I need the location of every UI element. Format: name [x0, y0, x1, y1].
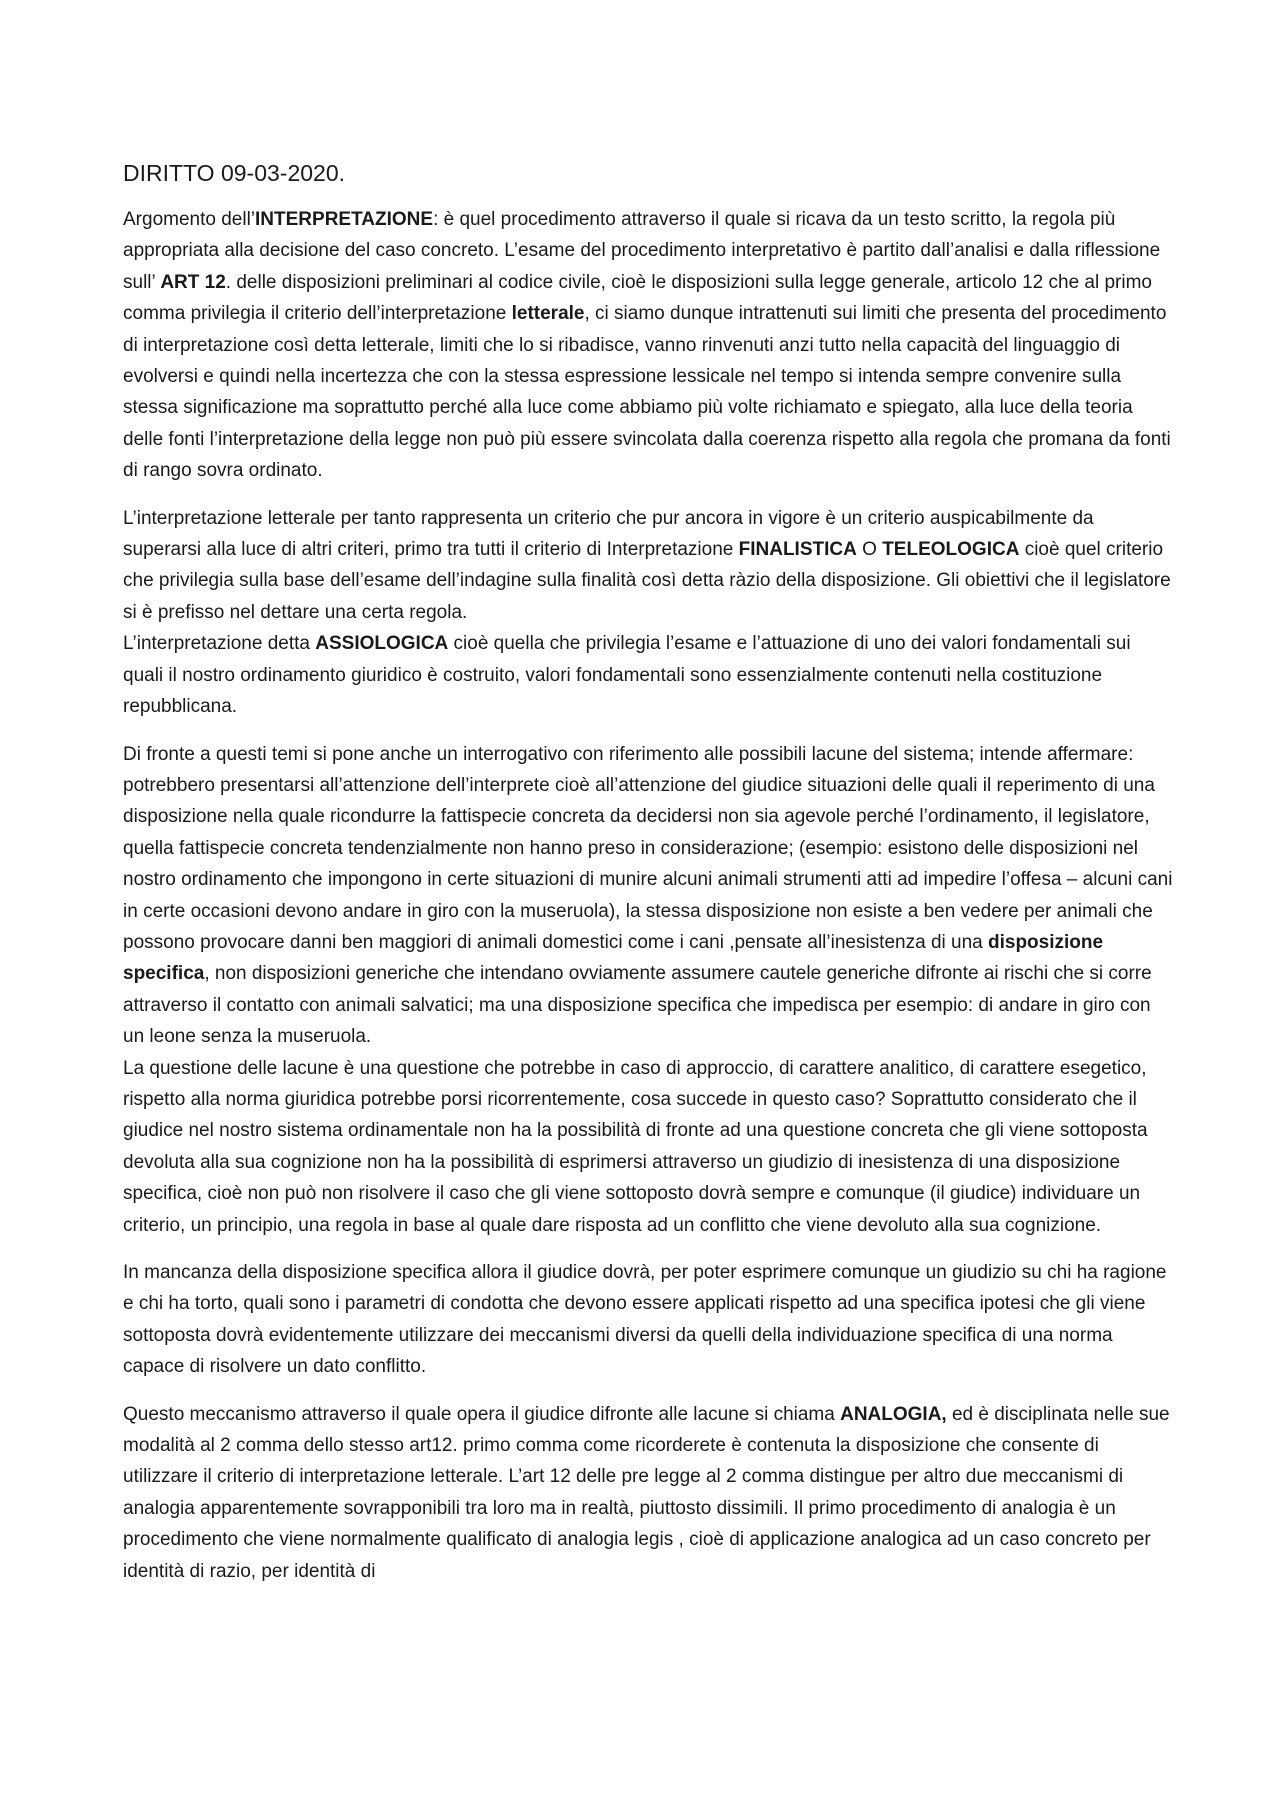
text-span: O	[856, 539, 883, 561]
text-span: Questo meccanismo attraverso il quale opera il giudice difronte alle lacune si chiama	[123, 1403, 841, 1425]
bold-term: INTERPRETAZIONE	[255, 209, 434, 230]
paragraph-lacune	[123, 739, 1173, 1242]
text-span: , non disposizioni generiche che intendano ovviamente assumere cautele generiche difronte ai rischi che si corre attraverso il contatto con animali salvatici; ma una disposizione specifica che impedisca per esempio: di andare in giro con un leone senza la museruola.	[123, 963, 1152, 1048]
bold-term: disposizione specifica	[123, 931, 1104, 985]
text-span: cioè quella che privilegia l’esame e l’attuazione di uno dei valori fondamentali sui quali il nostro ordinamento giuridico è costruito, valori fondamentali sono essenzialmente contenuti nella costituzione repubblicana.	[123, 633, 1131, 718]
bold-term: ART 12	[160, 271, 226, 293]
bold-term: TELEOLOGICA	[882, 539, 1020, 561]
text-span: cioè quel criterio che privilegia sulla base dell’esame dell’indagine sulla finalità così detta ràzio della disposizione. Gli obiettivi che il legislatore si è prefisso nel dettare una certa regola.	[123, 539, 1171, 623]
paragraph-analogia	[123, 1399, 1173, 1587]
paragraph-criteri	[123, 503, 1173, 723]
document-page	[123, 158, 1173, 1603]
text-span: . delle disposizioni preliminari al codice civile, cioè le disposizioni sulla legge generale, articolo 12 che al primo comma privilegia il criterio dell’interpretazione	[123, 271, 1152, 325]
text-span: ed è disciplinata nelle sue modalità al 2 comma dello stesso art12. primo comma come ricorderete è contenuta la disposizione che consente di utilizzare il criterio di interpretazione letterale. L’art 12 delle pre legge al 2 comma distingue per altro due meccanismi di analogia apparentemente sovrapponibili tra loro ma in realtà, piuttosto dissimili. Il primo procedimento di analogia è un procedimento che viene normalmente qualificato di analogia legis , cioè di applicazione analogica ad un caso concreto per identità di razio, per identità di	[123, 1403, 1170, 1582]
text-span: : è quel procedimento attraverso il quale si ricava da un testo scritto, la regola più appropriata alla decisione del caso concreto. L’esame del procedimento interpretativo è partito dall’analisi e dalla riflessione sull’	[123, 209, 1161, 293]
paragraph-mancanza: In mancanza della disposizione specifica allora il giudice dovrà, per poter esprimere comunque un giudizio su chi ha ragione e chi ha torto, quali sono i parametri di condotta che devono essere applicati rispetto ad una specifica ipotesi che gli viene sottoposta dovrà evidentemente utilizzare dei meccanismi diversi da quelli della individuazione specifica di una norma capace di risolvere un dato conflitto.	[123, 1262, 1167, 1378]
bold-term: ANALOGIA,	[840, 1403, 947, 1425]
text-span: L’interpretazione letterale per tanto rappresenta un criterio che pur ancora in vigore è un criterio auspicabilmente da superarsi alla luce di altri criteri, primo tra tutti il criterio di Interpretazione	[123, 507, 1094, 561]
bold-term: letterale	[511, 303, 585, 325]
bold-term: ASSIOLOGICA	[315, 633, 449, 655]
bold-term: FINALISTICA	[738, 539, 857, 561]
text-span: Di fronte a questi temi si pone anche un interrogativo con riferimento alle possibili lacune del sistema; intende affermare: potrebbero presentarsi all’attenzione dell’interprete cioè all’attenzione del giudice situazioni delle quali il reperimento di una disposizione nella quale ricondurre la fattispecie concreta da decidersi non sia agevole perché l’ordinamento, il legislatore, quella fattispecie concreta tendenzialmente non hanno preso in considerazione; (esempio: esistono delle disposizioni nel nostro ordinamento che impongono in certe situazioni di munire alcuni animali strumenti atti ad impedire l’offesa – alcuni cani in certe occasioni devono andare in giro con la museruola), la stessa disposizione non esiste a ben vedere per animali che possono provocare danni ben maggiori di animali domestici come i cani ,pensate all’inesistenza di una	[123, 743, 1173, 953]
text-span: , ci siamo dunque intrattenuti sui limiti che presenta del procedimento di interpretazione così detta letterale, limiti che lo si ribadisce, vanno rinvenuti anzi tutto nella capacità del linguaggio di evolversi e quindi nella incertezza che con la stessa espressione lessicale nel tempo si intenda sempre convenire sulla stessa significazione ma soprattutto perché alla luce come abbiamo più volte richiamato e spiegato, alla luce della teoria delle fonti l’interpretazione della legge non può più essere svincolata dalla coerenza rispetto alla regola che promana da fonti di rango sovra ordinato.	[123, 303, 1171, 482]
paragraph-interpretazione	[123, 204, 1173, 487]
text-span: La questione delle lacune è una questione che potrebbe in caso di approccio, di carattere analitico, di carattere esegetico, rispetto alla norma giuridica potrebbe porsi ricorrentemente, cosa succede in questo caso? Soprattutto considerato che il giudice nel nostro sistema ordinamentale non ha la possibilità di fronte ad una questione concreta che gli viene sottoposta devoluta alla sua cognizione non ha la possibilità di esprimersi attraverso un giudizio di inesistenza di una disposizione specifica, cioè non può non risolvere il caso che gli viene sottoposto dovrà sempre e comunque (il giudice) individuare un criterio, un principio, una regola in base al quale dare risposta ad un conflitto che viene devoluto alla sua cognizione.	[123, 1057, 1148, 1236]
document-title: DIRITTO 09-03-2020.	[123, 160, 346, 186]
text-span: Argomento dell’	[123, 209, 256, 230]
text-span: L’interpretazione detta	[123, 633, 316, 655]
